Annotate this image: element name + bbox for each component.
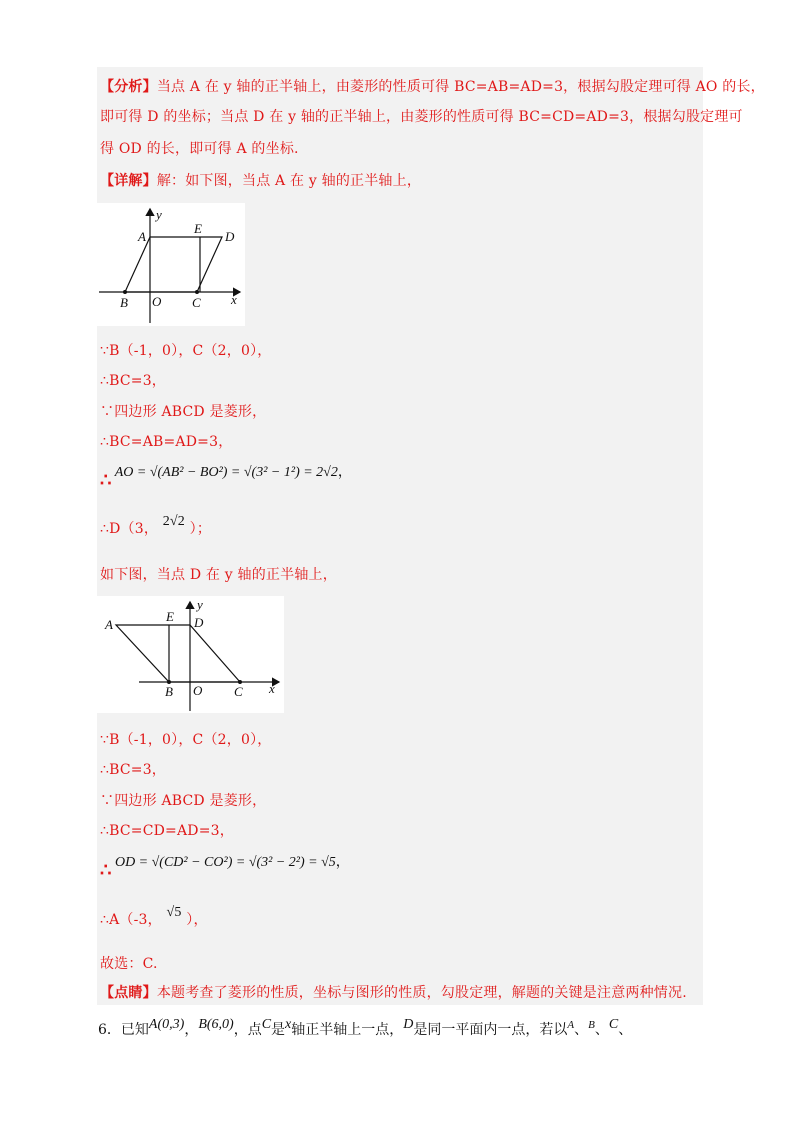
figure-case-2 <box>97 596 284 713</box>
label-o: O <box>152 294 162 309</box>
answer-choice: 故选：C. <box>100 956 158 972</box>
case2-line-2: ∴BC=3， <box>100 762 167 778</box>
detail-tag: 【详解】 <box>100 173 157 189</box>
label-c: C <box>192 295 201 310</box>
comment-tag: 【点睛】 <box>100 985 157 1001</box>
label-b: B <box>120 295 128 310</box>
label-d: D <box>225 229 235 244</box>
case2-line-3: ∵四边形 ABCD 是菱形， <box>100 793 267 809</box>
case2-coordinate: ∴A（-3， √5 ）， <box>100 905 208 928</box>
point-c <box>195 290 199 294</box>
figure-case-1 <box>97 203 245 326</box>
label-e: E <box>194 221 202 236</box>
case1-line-4: ∴BC=AB=AD=3， <box>100 434 233 450</box>
figure-2-svg <box>97 596 284 713</box>
case1-line-1: ∵B（-1，0），C（2，0）， <box>100 343 272 359</box>
case1-equation: ∴ AO = √(AB² − BO²) = √(3² − 1²) = 2√2， <box>100 465 352 490</box>
analysis-tag: 【分析】 <box>100 79 157 95</box>
analysis-line-2: 即可得 D 的坐标；当点 D 在 y 轴的正半轴上，由菱形的性质可得 BC=CD=AD=3，根据勾股定理可 <box>100 109 743 125</box>
label-b: B <box>165 684 173 699</box>
case2-equation: ∴ OD = √(CD² − CO²) = √(3² − 2²) = √5， <box>100 855 350 880</box>
label-d: D <box>194 615 204 630</box>
rhombus-abcd <box>125 237 222 292</box>
label-a: A <box>105 617 113 632</box>
case1-line-3: ∵四边形 ABCD 是菱形， <box>100 404 267 420</box>
rhombus-abcd <box>116 625 240 682</box>
comment-line: 【点睛】本题考查了菱形的性质，坐标与图形的性质，勾股定理，解题的关键是注意两种情况. <box>100 985 687 1001</box>
transition-line: 如下图，当点 D 在 y 轴的正半轴上， <box>100 567 337 583</box>
label-y: y <box>197 597 203 612</box>
figure-1-svg <box>97 203 245 326</box>
label-a: A <box>138 229 146 244</box>
analysis-line-1: 【分析】当点 A 在 y 轴的正半轴上，由菱形的性质可得 BC=AB=AD=3，根据勾股定理可得 AO 的长， <box>100 79 765 95</box>
case2-line-1: ∵B（-1，0），C（2，0）， <box>100 732 272 748</box>
case1-line-2: ∴BC=3， <box>100 373 167 389</box>
case1-coordinate: ∴D（3， 2√2 ）； <box>100 514 212 537</box>
question-6: 6．已知A(0,3)，B(6,0)，点C是x轴正半轴上一点，D是同一平面内一点，若以$^A$、$^B$、C、 <box>98 1017 633 1038</box>
case2-line-4: ∴BC=CD=AD=3， <box>100 823 234 839</box>
label-e: E <box>166 609 174 624</box>
detail-line: 【详解】解：如下图，当点 A 在 y 轴的正半轴上， <box>100 173 422 189</box>
label-x: x <box>269 681 275 696</box>
label-o: O <box>193 683 203 698</box>
analysis-line-3: 得 OD 的长，即可得 A 的坐标. <box>100 141 299 157</box>
label-x: x <box>231 292 237 307</box>
point-b <box>123 290 127 294</box>
label-y: y <box>156 207 162 222</box>
label-c: C <box>234 684 243 699</box>
